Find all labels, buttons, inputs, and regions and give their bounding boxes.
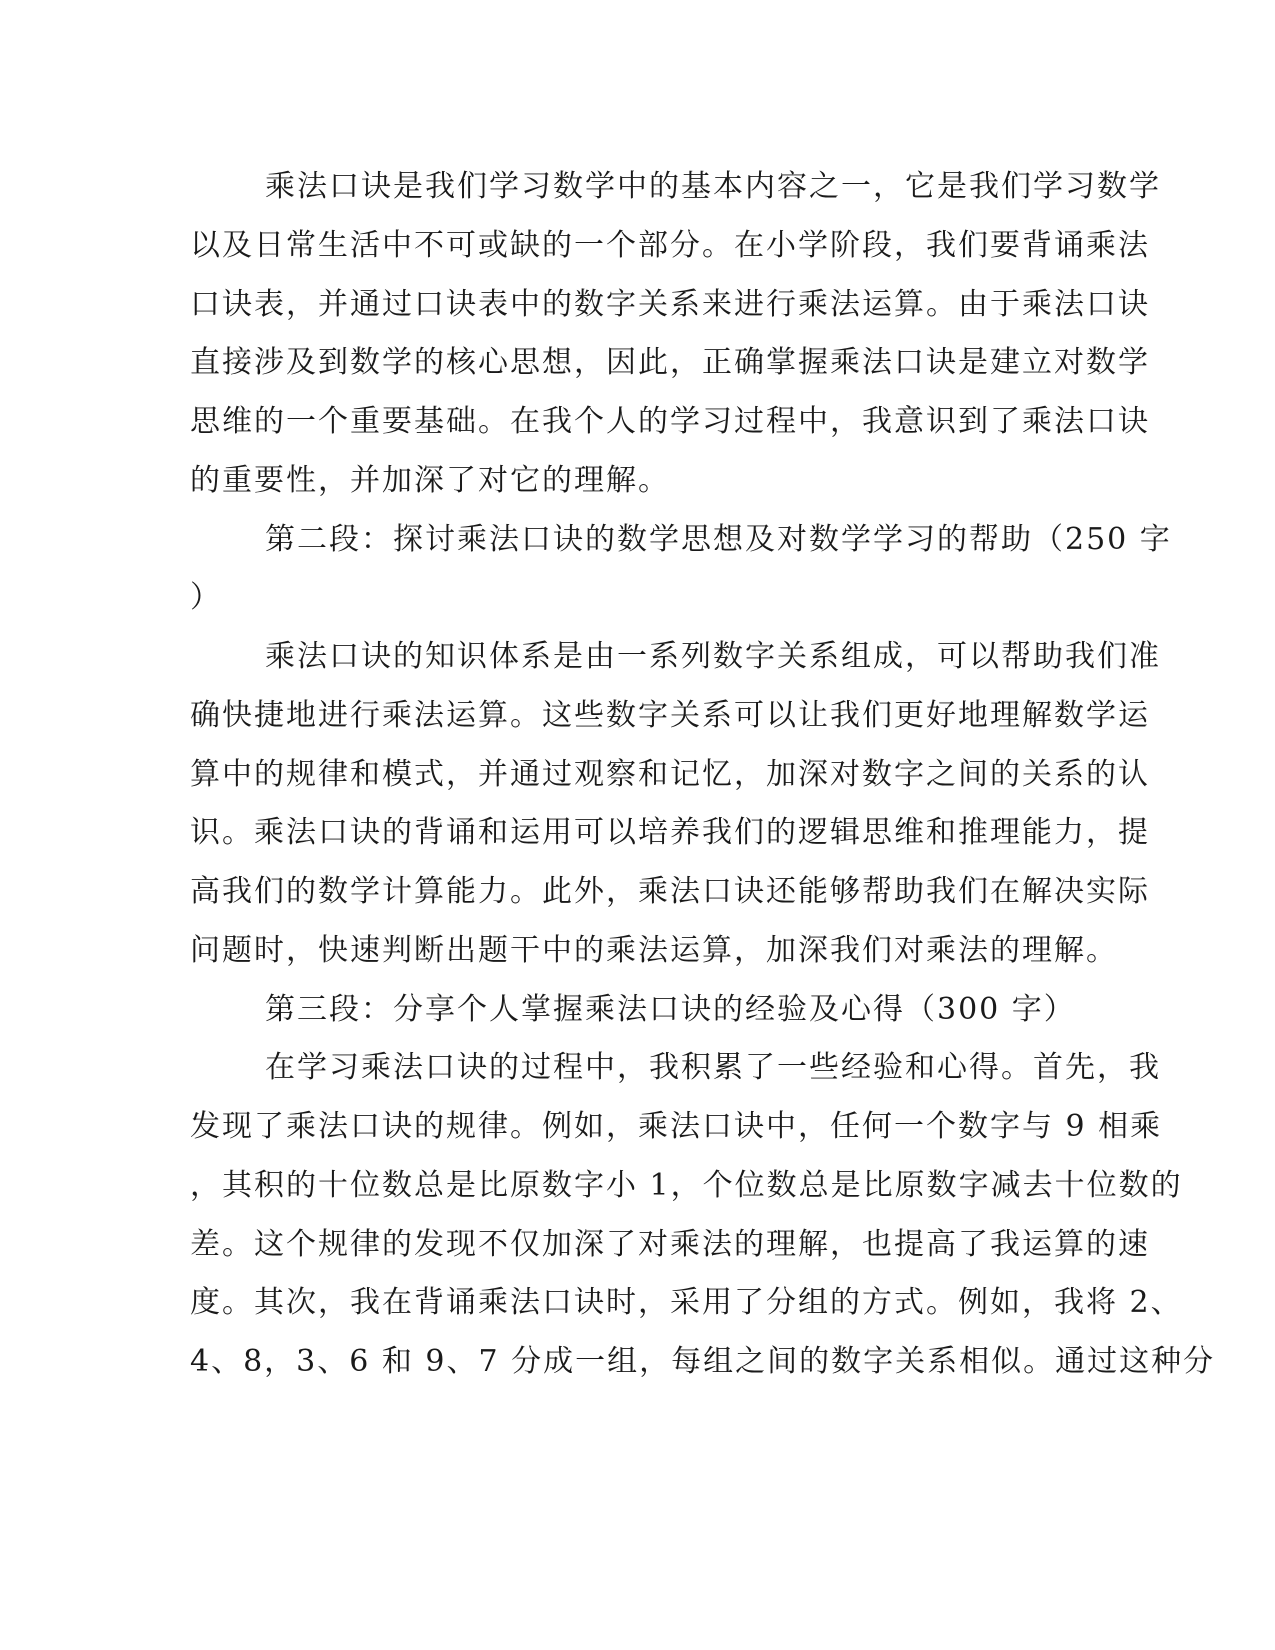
paragraph-2-line-6: 问题时，快速判断出题干中的乘法运算，加深我们对乘法的理解。	[190, 933, 1118, 968]
paragraph-2-line-1: 乘法口诀的知识体系是由一系列数字关系组成，可以帮助我们准	[265, 639, 1161, 674]
paragraph-2-line-2: 确快捷地进行乘法运算。这些数字关系可以让我们更好地理解数学运	[190, 698, 1150, 733]
section-3-heading: 第三段：分享个人掌握乘法口诀的经验及心得（300 字）	[265, 992, 1076, 1027]
paragraph-3-line-4: 差。这个规律的发现不仅加深了对乘法的理解，也提高了我运算的速	[190, 1227, 1150, 1262]
paragraph-1-line-6: 的重要性，并加深了对它的理解。	[190, 463, 670, 498]
section-2-heading-line-2: ）	[190, 580, 222, 615]
paragraph-2-line-5: 高我们的数学计算能力。此外，乘法口诀还能够帮助我们在解决实际	[190, 874, 1150, 909]
paragraph-1-line-4: 直接涉及到数学的核心思想，因此，正确掌握乘法口诀是建立对数学	[190, 345, 1150, 380]
paragraph-3-line-5: 度。其次，我在背诵乘法口诀时，采用了分组的方式。例如，我将 2、	[190, 1285, 1183, 1320]
section-2-heading-line-1: 第二段：探讨乘法口诀的数学思想及对数学学习的帮助（250 字	[265, 522, 1172, 557]
paragraph-3-line-1: 在学习乘法口诀的过程中，我积累了一些经验和心得。首先，我	[265, 1050, 1161, 1085]
paragraph-1-line-5: 思维的一个重要基础。在我个人的学习过程中，我意识到了乘法口诀	[190, 404, 1150, 439]
paragraph-2-line-3: 算中的规律和模式，并通过观察和记忆，加深对数字之间的关系的认	[190, 757, 1150, 792]
paragraph-3-line-6: 4、8，3、6 和 9、7 分成一组，每组之间的数字关系相似。通过这种分	[190, 1344, 1216, 1379]
paragraph-3-line-3: ，其积的十位数总是比原数字小 1，个位数总是比原数字减去十位数的	[190, 1168, 1183, 1203]
paragraph-1-line-1: 乘法口诀是我们学习数学中的基本内容之一，它是我们学习数学	[265, 169, 1161, 204]
paragraph-1-line-2: 以及日常生活中不可或缺的一个部分。在小学阶段，我们要背诵乘法	[190, 228, 1150, 263]
paragraph-2-line-4: 识。乘法口诀的背诵和运用可以培养我们的逻辑思维和推理能力，提	[190, 815, 1150, 850]
paragraph-3-line-2: 发现了乘法口诀的规律。例如，乘法口诀中，任何一个数字与 9 相乘	[190, 1109, 1163, 1144]
paragraph-1-line-3: 口诀表，并通过口诀表中的数字关系来进行乘法运算。由于乘法口诀	[190, 287, 1150, 322]
